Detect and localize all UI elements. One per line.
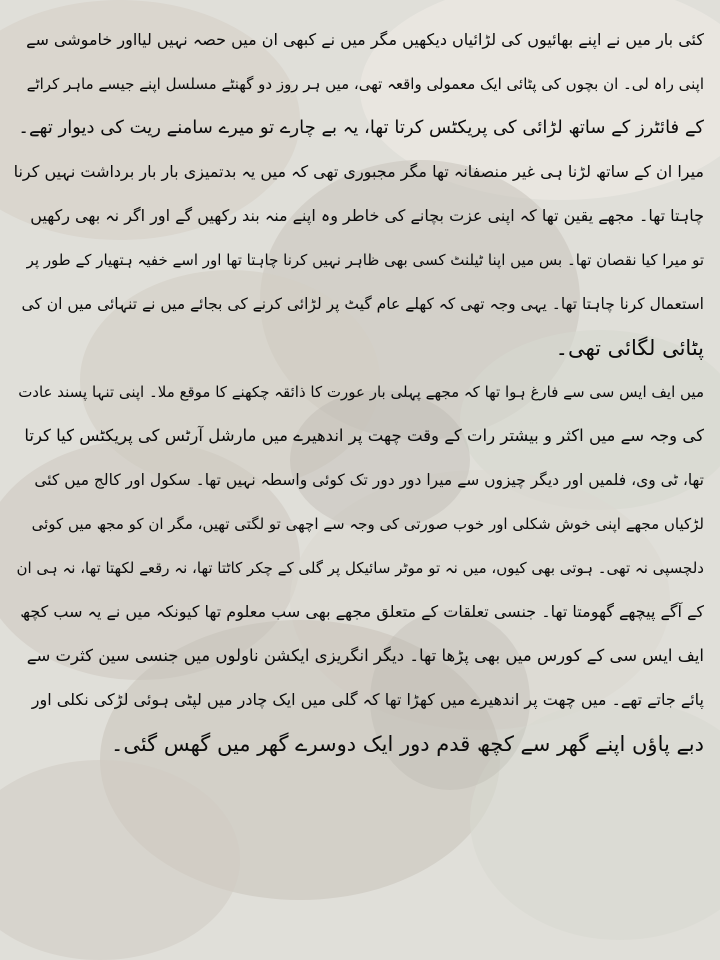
- text-line: کے آگے پیچھے گھومتا تھا۔ جنسی تعلقات کے متعلق مجھے بھی سب معلوم تھا کیونکہ میں نے یہ سب کچھ: [20, 602, 704, 621]
- text-line: میرا ان کے ساتھ لڑنا ہی غیر منصفانہ تھا مگر مجبوری تھی کہ میں یہ بدتمیزی بار بار برداشت نہیں کرنا: [14, 162, 704, 181]
- text-line: میں ایف ایس سی سے فارغ ہوا تھا کہ مجھے پہلی بار عورت کا ذائقہ چکھنے کا موقع ملا۔ اپنی تنہا پسند عادت: [18, 383, 704, 401]
- paragraph: [14, 18, 704, 370]
- paragraph: [14, 370, 704, 766]
- text-line: تھا، ٹی وی، فلمیں اور دیگر چیزوں سے میرا دور دور تک کوئی واسطہ نہیں تھا۔ سکول اور کالج میں کئی: [34, 471, 704, 489]
- text-line: دبے پاؤں اپنے گھر سے کچھ قدم دور ایک دوسرے گھر میں گھس گئی۔: [111, 732, 704, 756]
- text-line: ایف ایس سی کے کورس میں بھی پڑھا تھا۔ دیگر انگریزی ایکشن ناولوں میں جنسی سین کثرت سے: [26, 646, 704, 665]
- text-line: لڑکیاں مجھے اپنی خوش شکلی اور خوب صورتی کی وجہ سے اچھی تو لگتی تھیں، مگر ان کو مجھ میں کوئی: [31, 515, 704, 533]
- text-line: کئی بار میں نے اپنے بھائیوں کی لڑائیاں دیکھیں مگر میں نے کبھی ان میں حصہ نہیں لیااور خاموشی سے: [26, 30, 704, 49]
- text-line: اپنی راہ لی۔ ان بچوں کی پٹائی ایک معمولی واقعہ تھی، میں ہر روز دو گھنٹے مسلسل اپنے جیسے ماہر کراٹے: [26, 75, 704, 93]
- text-line: پٹائی لگائی تھی۔: [555, 336, 704, 360]
- text-line: تو میرا کیا نقصان تھا۔ بس میں اپنا ٹیلنٹ کسی بھی ظاہر نہیں کرنا چاہتا تھا اور اسے خفیہ ہتھیار کے طور پر: [26, 251, 704, 269]
- text-line: پائے جاتے تھے۔ میں چھت پر اندھیرے میں کھڑا تھا کہ گلی میں ایک چادر میں لپٹی ہوئی لڑکی نکلی اور: [31, 690, 704, 709]
- text-line: دلچسپی نہ تھی۔ ہوتی بھی کیوں، میں نہ تو موٹر سائیکل پر گلی کے چکر کاٹتا تھا، نہ رقعے لکھتا تھا، نہ ہی ان: [16, 559, 704, 577]
- text-line: استعمال کرنا چاہتا تھا۔ یہی وجہ تھی کہ کھلے عام گیٹ پر لڑائی کرنے کی بجائے میں نے تنہائی میں ان کی: [21, 295, 704, 313]
- article-text: [14, 18, 704, 766]
- text-line: کی وجہ سے میں اکثر و بیشتر رات کے وقت چھت پر اندھیرے میں مارشل آرٹس کی پریکٹس کیا کرتا: [24, 426, 704, 445]
- text-line: کے فائٹرز کے ساتھ لڑائی کی پریکٹس کرتا تھا، یہ بے چارے تو میرے سامنے ریت کی دیوار تھے۔: [18, 117, 704, 138]
- text-line: چاہتا تھا۔ مجھے یقین تھا کہ اپنی عزت بچانے کی خاطر وہ اپنے منہ بند رکھیں گے اور اگر نہ بھی رکھیں: [30, 206, 704, 225]
